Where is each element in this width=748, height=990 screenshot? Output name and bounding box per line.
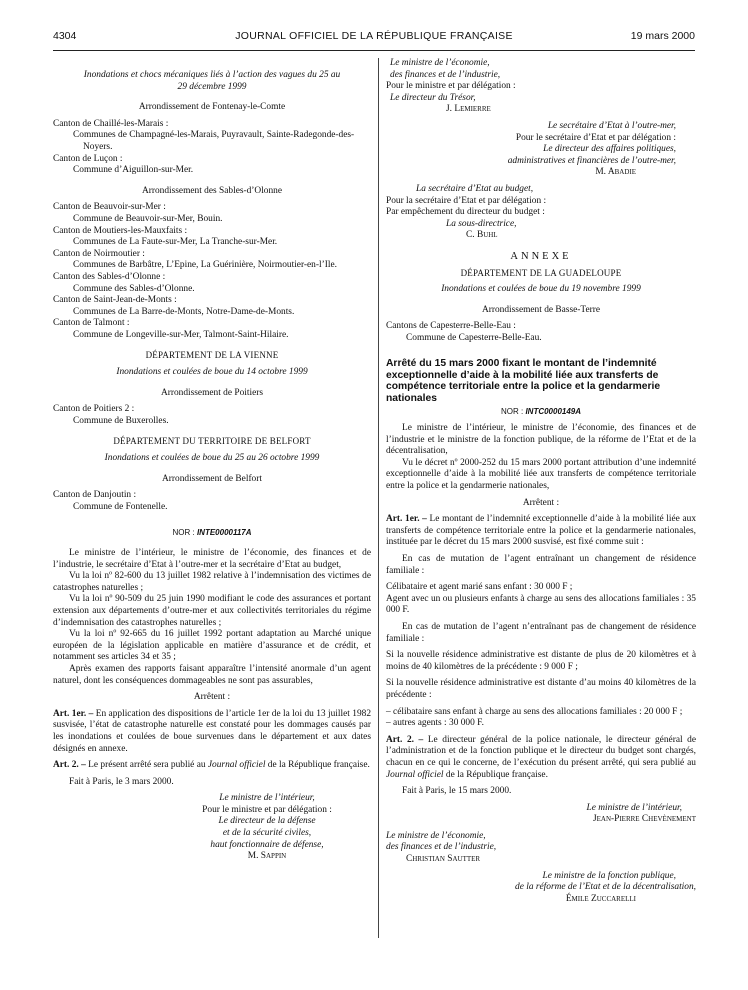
signature-date: Fait à Paris, le 3 mars 2000.: [69, 776, 174, 787]
section-title: Inondations et chocs mécaniques liés à l’action des vagues du 25 au 29 décembre 1999: [83, 70, 341, 92]
communes-list: Commune de Buxerolles.: [73, 415, 169, 426]
nor-label: NOR :: [172, 528, 195, 538]
signatory-name: Jean-Pierre Chevènement: [592, 814, 696, 825]
nor-code: INTC0000149A: [525, 407, 582, 417]
signature-line: et de la sécurité civiles,: [222, 828, 312, 839]
signature-line: Pour la secrétaire d’Etat et par délégation :: [386, 195, 547, 206]
signature-line: La secrétaire d’Etat au budget,: [416, 183, 534, 194]
provision-line: – autres agents : 30 000 F.: [386, 718, 484, 729]
arrete-label: Arrêtent :: [522, 497, 560, 508]
signature-line: Le ministre de l’intérieur,: [586, 802, 682, 813]
preamble-paragraph: Vu la loi nº 90-509 du 25 juin 1990 modifiant le code des assurances et portant extension aux départements d’outre-mer et aux collectivités territoriales du régime d’indemnisation des catastrophes naturelles ;: [53, 594, 371, 628]
communes-list: Commune de Capesterre-Belle-Eau.: [406, 332, 542, 343]
signature-line: Le ministre de l’économie,: [390, 58, 490, 68]
signature-line: Pour le ministre et par délégation :: [386, 81, 516, 92]
canton-label: Canton de Noirmoutier :: [53, 248, 145, 259]
signature-block: [53, 793, 371, 863]
nor-label: NOR :: [500, 407, 524, 417]
article-label: Art. 1er. –: [53, 708, 94, 719]
arrondissement-heading: Arrondissement de Fontenay-le-Comte: [138, 102, 286, 113]
article-2: [53, 760, 371, 772]
preamble-paragraph: Après examen des rapports faisant apparaître l’intensité anormale d’un agent naturel, dont les conséquences dommageables ne sont pas assurables,: [53, 663, 371, 686]
section-title: Inondations et coulées de boue du 14 octobre 1999: [116, 367, 308, 378]
department-heading: DÉPARTEMENT DE LA VIENNE: [145, 350, 279, 361]
signature-line: Pour le ministre et par délégation :: [202, 804, 332, 815]
preamble-paragraph: Vu la loi nº 82-600 du 13 juillet 1982 relative à l’indemnisation des victimes de catastrophes naturelles ;: [53, 571, 371, 593]
preamble-paragraph: Vu le décret nº 2000-252 du 15 mars 2000 portant attribution d’une indemnité exceptionnelle d’aide à la mobilité liée aux transferts de compétence territoriale entre la police et la gendarmerie nationales,: [386, 457, 696, 492]
signature-line: haut fonctionnaire de défense,: [210, 839, 324, 850]
article-label: Art. 2. –: [386, 734, 424, 745]
canton-label: Canton de Saint-Jean-de-Monts :: [53, 295, 177, 306]
preamble-paragraph: Vu la loi nº 92-665 du 16 juillet 1992 portant adaptation au Marché unique européen de la législation applicable en matière d’assurance et de crédit, et notamment ses articles 34 et 35 ;: [53, 629, 371, 663]
signature-block: [386, 803, 696, 826]
page-header: [53, 30, 695, 46]
provision-line: Agent avec un ou plusieurs enfants à charge au sens des allocations familiales : 35 000 F.: [386, 593, 696, 616]
communes-list: Commune des Sables-d’Olonne.: [73, 283, 195, 294]
provision-line: – célibataire sans enfant à charge au sens des allocations familiales : 20 000 F ;: [386, 706, 683, 717]
arrondissement-heading: Arrondissement de Poitiers: [160, 387, 264, 398]
communes-list: Commune d’Aiguillon-sur-Mer.: [73, 165, 194, 176]
signature-line: de la réforme de l’Etat et de la décentralisation,: [515, 882, 696, 893]
journal-officiel-ref: Journal officiel: [386, 769, 444, 780]
article-label: Art. 1er. –: [386, 514, 427, 525]
annexe-heading: ANNEXE: [510, 250, 572, 262]
signature-block: [386, 184, 696, 242]
column-divider: [378, 58, 379, 938]
signature-line: des finances et de l’industrie,: [390, 69, 501, 80]
issue-date: 19 mars 2000: [630, 30, 695, 42]
article-1: [53, 709, 371, 755]
article-text: Le montant de l’indemnité exceptionnelle d’aide à la mobilité liée aux transferts de compétence territoriale entre la police et la gendarmerie nationales, instituée par le décret du 15 mars 2000 susvisé, est fixé comme suit :: [386, 514, 697, 548]
communes-list: Communes de La Faute-sur-Mer, La Tranche-sur-Mer.: [73, 237, 278, 248]
communes-list: Communes de Barbâtre, L’Epine, La Guérinière, Noirmoutier-en-l’Ile.: [73, 260, 337, 271]
article-text: Le présent arrêté sera publié au: [88, 760, 208, 771]
canton-label: Canton de Luçon :: [53, 153, 123, 164]
journal-title: JOURNAL OFFICIEL DE LA RÉPUBLIQUE FRANÇAISE: [235, 30, 513, 42]
article-text: En application des dispositions de l’article 1er de la loi du 13 juillet 1982 susvisée, l’état de catastrophe naturelle est constaté pour les dommages causés par les inondations et coulées de boue survenues dans le département et aux dates désignés en annexe.: [53, 708, 372, 754]
article-text: Le directeur général de la police nationale, le directeur général de l’administration et de la fonction publique et le directeur du budget sont chargés, chacun en ce qui le concerne, de l’exécution du présent arrêté, qui sera publié au: [386, 734, 696, 768]
right-column: [386, 58, 696, 905]
signature-line: La sous-directrice,: [446, 218, 517, 229]
signature-line: Le ministre de l’intérieur,: [219, 793, 315, 804]
signature-line: Le directeur de la défense: [218, 816, 316, 827]
signature-line: Par empêchement du directeur du budget :: [386, 207, 545, 218]
provision-line: En cas de mutation de l’agent n’entraînant pas de changement de résidence familiale :: [386, 621, 696, 644]
article-text: de la République française.: [443, 769, 548, 780]
signature-line: Le secrétaire d’Etat à l’outre-mer,: [547, 120, 676, 131]
provision-line: Si la nouvelle résidence administrative est distante d’au moins 40 kilomètres de la précédente :: [386, 678, 696, 700]
signature-block: [386, 871, 696, 906]
communes-list: Commune de Beauvoir-sur-Mer, Bouin.: [73, 213, 223, 224]
canton-label: Canton de Poitiers 2 :: [53, 404, 135, 415]
signature-line: Le directeur du Trésor,: [390, 92, 476, 103]
article-1: [386, 514, 696, 549]
signature-block: [386, 58, 696, 116]
signature-line: Le ministre de l’économie,: [386, 830, 486, 841]
department-heading: DÉPARTEMENT DU TERRITOIRE DE BELFORT: [113, 436, 311, 447]
canton-label: Canton de Beauvoir-sur-Mer :: [53, 202, 166, 213]
signature-line: Pour le secrétaire d’Etat et par délégation :: [515, 132, 676, 143]
department-heading: DÉPARTEMENT DE LA GUADELOUPE: [460, 267, 622, 278]
arrete-label: Arrêtent :: [193, 692, 231, 703]
section-title: Inondations et coulées de boue du 25 au 26 octobre 1999: [104, 453, 320, 464]
signature-line: des finances et de l’industrie,: [386, 842, 497, 853]
canton-label: Canton de Talmont :: [53, 318, 130, 329]
section-title: Inondations et coulées de boue du 19 novembre 1999: [441, 284, 641, 295]
signature-block: [386, 121, 696, 179]
arrondissement-heading: Arrondissement des Sables-d’Olonne: [141, 185, 283, 196]
provision-line: Si la nouvelle résidence administrative est distante de plus de 20 kilomètres et à moins de 40 kilomètres de la précédente : 9 000 F ;: [386, 650, 696, 672]
signatory-name: Christian Sautter: [406, 854, 481, 865]
canton-label: Canton de Danjoutin :: [53, 490, 137, 501]
page-number: 4304: [53, 30, 77, 42]
signatory-name: J. Lemierre: [446, 104, 491, 115]
preamble-paragraph: Le ministre de l’intérieur, le ministre de l’économie, des finances et de l’industrie, le secrétaire d’Etat à l’outre-mer et la secrétaire d’Etat au budget,: [53, 548, 371, 570]
signature-line: Le ministre de la fonction publique,: [542, 870, 676, 881]
article-2: [386, 735, 696, 781]
nor-reference: [386, 406, 696, 418]
communes-list: Commune de Fontenelle.: [73, 501, 168, 512]
journal-officiel-ref: Journal officiel: [207, 760, 266, 771]
provision-line: Célibataire et agent marié sans enfant : 30 000 F ;: [386, 582, 573, 593]
arrondissement-heading: Arrondissement de Basse-Terre: [481, 304, 601, 315]
article-text: de la République française.: [265, 760, 370, 771]
signature-block: [386, 831, 696, 866]
canton-label: Canton de Moutiers-les-Mauxfaits :: [53, 225, 188, 236]
communes-list: Commune de Longeville-sur-Mer, Talmont-Saint-Hilaire.: [73, 329, 289, 340]
arrete-title: Arrêté du 15 mars 2000 fixant le montant de l’indemnité exceptionnelle d’aide à la mobilité liée aux transferts de compétence territoriale entre la police et la gendarmerie nationales: [386, 358, 661, 404]
communes-list: Communes de Champagné-les-Marais, Puyravault, Sainte-Radegonde-des-Noyers.: [73, 130, 355, 152]
header-rule: [53, 50, 695, 51]
signatory-name: Émile Zuccarelli: [565, 893, 636, 904]
signatory-name: M. Sappin: [247, 851, 287, 862]
preamble-paragraph: Le ministre de l’intérieur, le ministre de l’économie, des finances et de l’industrie et le ministre de la fonction publique, de la réforme de l’Etat et de la décentralisation,: [386, 423, 696, 457]
left-column: [53, 70, 371, 863]
signatory-name: M. Abadie: [595, 167, 636, 178]
communes-list: Communes de La Barre-de-Monts, Notre-Dame-de-Monts.: [73, 306, 295, 317]
canton-label: Cantons de Capesterre-Belle-Eau :: [386, 321, 516, 332]
article-label: Art. 2. –: [53, 760, 86, 771]
nor-reference: [53, 527, 371, 539]
canton-label: Canton de Chaillé-les-Marais :: [53, 118, 169, 129]
signature-line: administratives et financières de l’outre-mer,: [507, 155, 676, 166]
canton-label: Canton des Sables-d’Olonne :: [53, 271, 166, 282]
signature-date: Fait à Paris, le 15 mars 2000.: [402, 786, 512, 797]
provision-line: En cas de mutation de l’agent entraînant un changement de résidence familiale :: [386, 554, 696, 576]
nor-code: INTE0000117A: [196, 528, 252, 538]
arrondissement-heading: Arrondissement de Belfort: [162, 473, 262, 484]
signature-line: Le directeur des affaires politiques,: [543, 144, 676, 155]
signatory-name: C. Buhl: [466, 230, 498, 241]
